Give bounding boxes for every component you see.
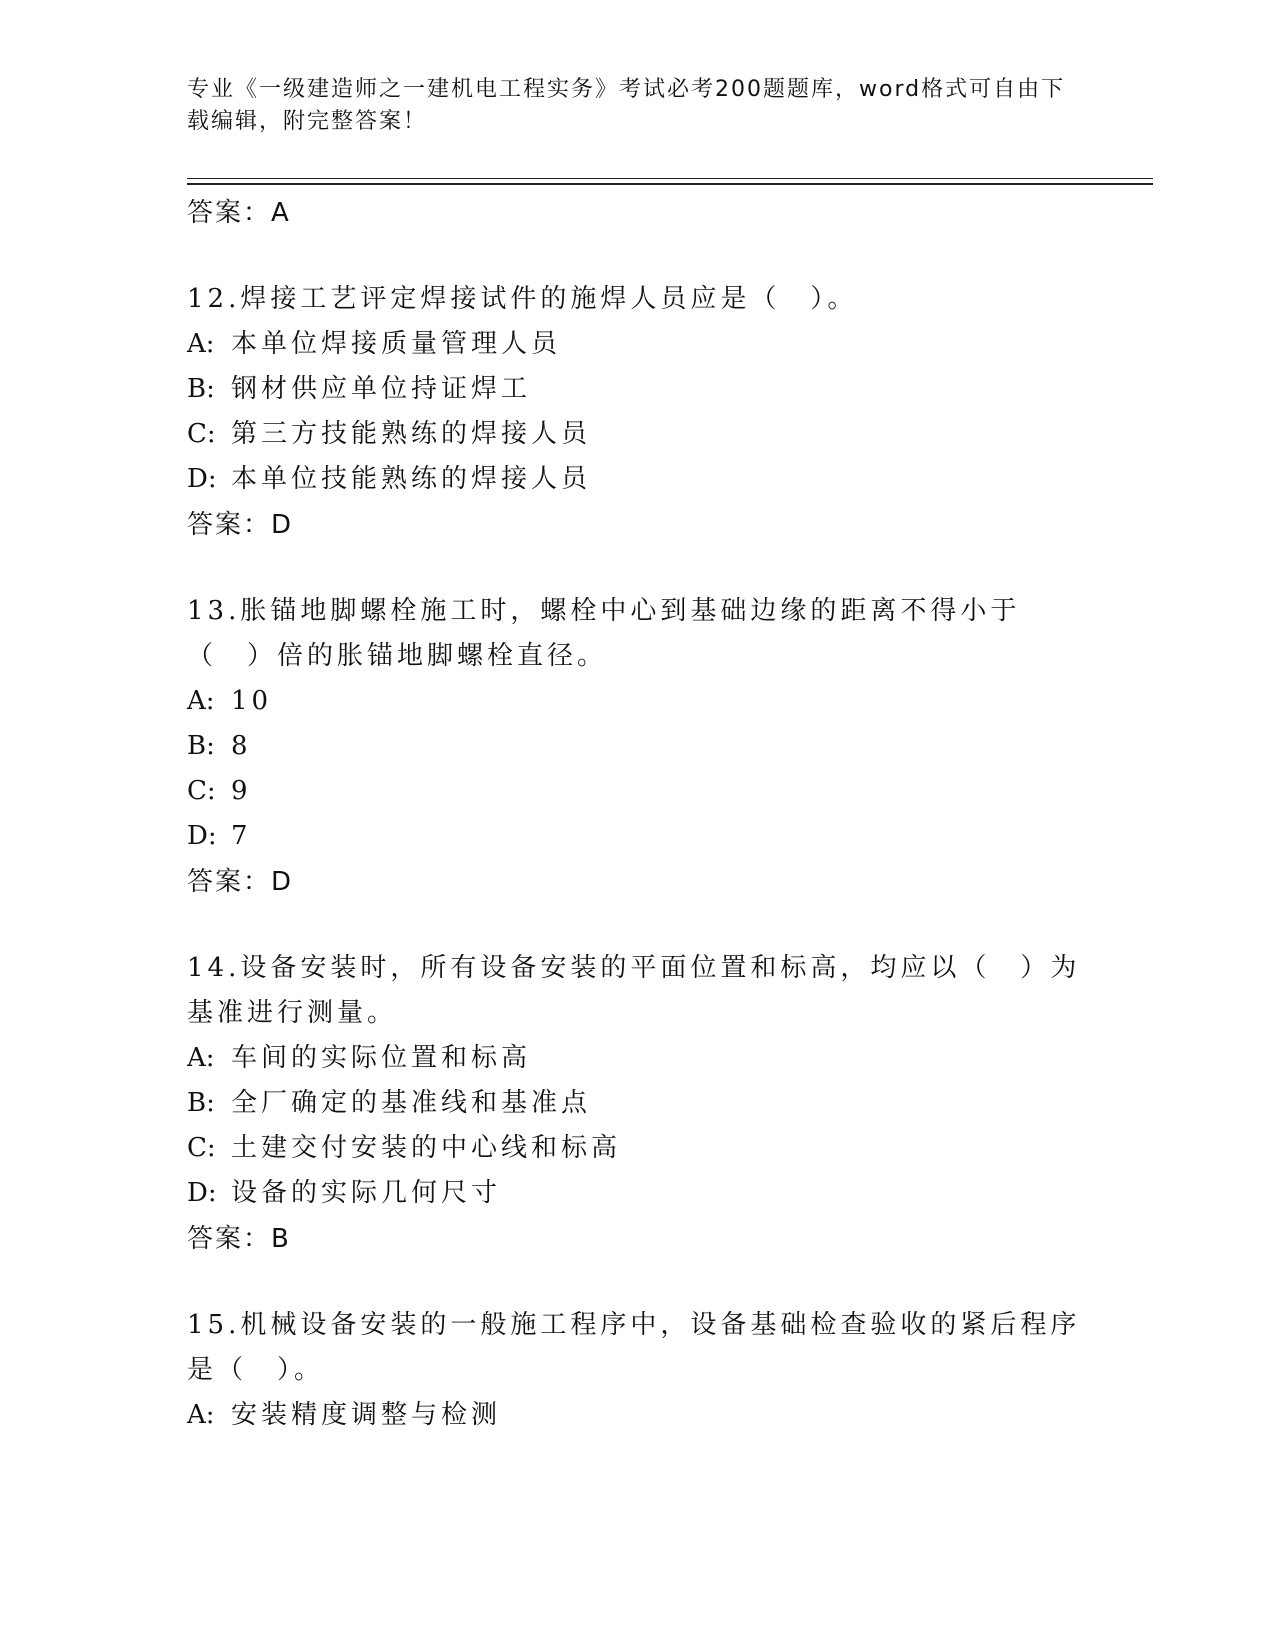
answer-line: 答案：D <box>187 510 294 540</box>
option-text: 车间的实际位置和标高 <box>231 1043 532 1073</box>
question-text: 14.设备安装时，所有设备安装的平面位置和标高，均应以（ ）为基准进行测量。 <box>187 953 1081 1028</box>
question-block <box>187 1303 1087 1438</box>
option-d <box>187 814 1087 859</box>
option-text: 安装精度调整与检测 <box>231 1400 502 1430</box>
option-a <box>187 1393 1087 1438</box>
option-key: B: <box>187 1088 215 1118</box>
option-key: C: <box>187 1133 216 1163</box>
option-d <box>187 1171 1087 1216</box>
answer-line: 答案：A <box>187 198 291 228</box>
option-text: 钢材供应单位持证焊工 <box>231 374 532 404</box>
option-key: A: <box>187 329 215 359</box>
page-header: 专业《一级建造师之一建机电工程实务》考试必考200题题库，word格式可自由下载编辑，附完整答案！ <box>187 77 1066 134</box>
answer-line: 答案：D <box>187 867 294 897</box>
question-block <box>187 277 1087 548</box>
header-rule-thin <box>187 178 1153 179</box>
question-block <box>187 946 1087 1262</box>
option-a <box>187 322 1087 367</box>
option-text: 土建交付安装的中心线和标高 <box>231 1133 622 1163</box>
option-text: 本单位焊接质量管理人员 <box>231 329 562 359</box>
option-key: A: <box>187 686 215 716</box>
option-text: 10 <box>231 686 273 716</box>
option-key: A: <box>187 1043 215 1073</box>
option-text: 7 <box>231 821 252 851</box>
option-key: D: <box>187 1178 217 1208</box>
option-text: 第三方技能熟练的焊接人员 <box>231 419 592 449</box>
option-text: 9 <box>231 776 252 806</box>
question-text: 13.胀锚地脚螺栓施工时，螺栓中心到基础边缘的距离不得小于（ ）倍的胀锚地脚螺栓直径。 <box>187 596 1021 671</box>
question-text: 12.焊接工艺评定焊接试件的施焊人员应是（ ）。 <box>187 284 858 314</box>
document-body <box>187 190 1087 1438</box>
option-c <box>187 412 1087 457</box>
option-b <box>187 367 1087 412</box>
option-key: D: <box>187 821 217 851</box>
header-rule-thick <box>187 183 1153 185</box>
answer-line: 答案：B <box>187 1224 291 1254</box>
option-text: 设备的实际几何尺寸 <box>231 1178 502 1208</box>
option-b <box>187 1081 1087 1126</box>
option-key: C: <box>187 776 216 806</box>
option-key: C: <box>187 419 216 449</box>
option-a <box>187 1036 1087 1081</box>
option-key: A: <box>187 1400 215 1430</box>
option-text: 本单位技能熟练的焊接人员 <box>231 464 592 494</box>
option-key: B: <box>187 374 215 404</box>
option-d <box>187 457 1087 502</box>
option-key: B: <box>187 731 215 761</box>
option-c <box>187 769 1087 814</box>
option-text: 8 <box>231 731 252 761</box>
option-key: D: <box>187 464 217 494</box>
option-c <box>187 1126 1087 1171</box>
question-block <box>187 589 1087 905</box>
option-a <box>187 679 1087 724</box>
question-text: 15.机械设备安装的一般施工程序中，设备基础检查验收的紧后程序是（ ）。 <box>187 1310 1081 1385</box>
option-b <box>187 724 1087 769</box>
option-text: 全厂确定的基准线和基准点 <box>231 1088 592 1118</box>
